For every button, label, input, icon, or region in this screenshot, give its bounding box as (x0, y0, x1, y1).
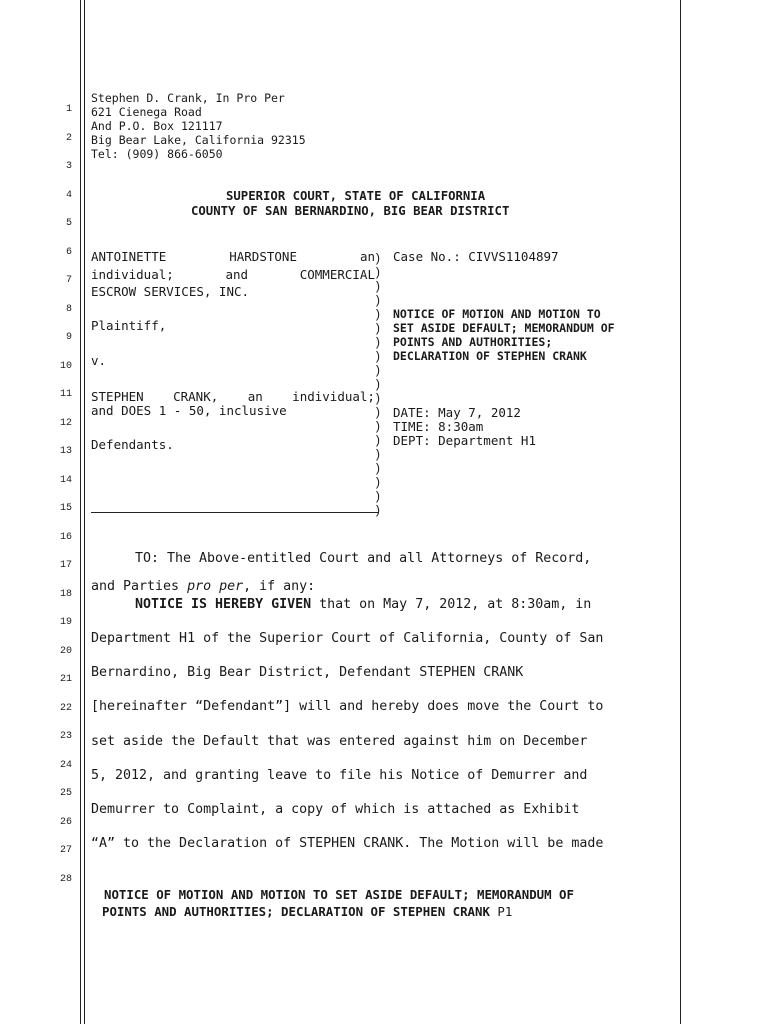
line-number: 8 (65, 304, 72, 315)
to-line: TO: The Above-entitled Court and all Attorneys of Record, (135, 551, 592, 566)
line-number: 27 (59, 845, 72, 856)
caption-underline (91, 512, 379, 513)
paren: ) (374, 350, 382, 364)
paren: ) (374, 294, 382, 308)
document-title-line-4: DECLARATION OF STEPHEN CRANK (393, 349, 587, 363)
paren: ) (374, 392, 382, 406)
attorney-name: Stephen D. Crank, In Pro Per (91, 91, 285, 105)
caption-word: an (359, 249, 375, 264)
plaintiff-line-2 (91, 268, 375, 282)
left-margin-rule-inner (84, 0, 85, 1024)
body-line-6: set aside the Default that was entered against him on December (91, 734, 588, 749)
paren: ) (374, 252, 382, 266)
paren: ) (374, 462, 382, 476)
line-number: 7 (65, 275, 72, 286)
plaintiff-label: Plaintiff, (91, 318, 167, 333)
document-title-line-3: POINTS AND AUTHORITIES; (393, 335, 553, 349)
paren: ) (374, 504, 382, 518)
caption-word: CRANK, (173, 389, 219, 404)
line-number: 17 (59, 560, 72, 571)
paren: ) (374, 378, 382, 392)
line-number: 14 (59, 475, 72, 486)
line-number: 2 (65, 133, 72, 144)
court-title-line-1: SUPERIOR COURT, STATE OF CALIFORNIA (226, 189, 486, 203)
notice-text: that on May 7, 2012, at 8:30am, in (311, 597, 592, 612)
paren: ) (374, 476, 382, 490)
paren: ) (374, 322, 382, 336)
defendants-label: Defendants. (91, 437, 174, 452)
line-number: 21 (59, 674, 72, 685)
paren: ) (374, 434, 382, 448)
body-line-8: Demurrer to Complaint, a copy of which is attached as Exhibit (91, 802, 580, 817)
defendant-line-1 (91, 390, 375, 404)
paren: ) (374, 336, 382, 350)
caption-word: COMMERCIAL (299, 267, 375, 282)
paren: ) (374, 266, 382, 280)
body-line-3: Department H1 of the Superior Court of California, County of San (91, 631, 604, 646)
city-line: Big Bear Lake, California 92315 (91, 133, 306, 147)
paren: ) (374, 420, 382, 434)
footer-line-2 (102, 904, 512, 920)
defendant-line-2: and DOES 1 - 50, inclusive (91, 403, 287, 418)
notice-given-bold: NOTICE IS HEREBY GIVEN (135, 597, 312, 612)
parties-text: and Parties (91, 579, 188, 594)
line-number: 28 (59, 874, 72, 885)
line-number: 6 (65, 247, 72, 258)
line-number: 15 (59, 503, 72, 514)
line-number: 16 (59, 532, 72, 543)
document-title-line-1: NOTICE OF MOTION AND MOTION TO (393, 307, 601, 321)
line-number: 24 (59, 760, 72, 771)
line-number: 11 (59, 389, 72, 400)
caption-word: ANTOINETTE (91, 249, 167, 264)
left-margin-rule-outer (80, 0, 81, 1024)
pro-per-italic: pro per (187, 579, 244, 594)
document-title-line-2: SET ASIDE DEFAULT; MEMORANDUM OF (393, 321, 615, 335)
plaintiff-line-3: ESCROW SERVICES, INC. (91, 284, 250, 299)
line-number: 23 (59, 731, 72, 742)
telephone-line: Tel: (909) 866-6050 (91, 147, 223, 161)
versus-label: v. (91, 353, 107, 368)
line-number: 1 (65, 104, 72, 115)
line-number: 9 (65, 332, 72, 343)
address-line-2: And P.O. Box 121117 (91, 119, 223, 133)
case-number: Case No.: CIVVS1104897 (393, 249, 559, 264)
caption-word: and (225, 267, 249, 282)
footer-title: POINTS AND AUTHORITIES; DECLARATION OF STEPHEN CRANK (102, 904, 490, 919)
line-number: 25 (59, 788, 72, 799)
right-margin-rule (680, 0, 681, 1024)
line-number: 10 (59, 361, 72, 372)
caption-word: HARDSTONE (229, 249, 297, 264)
line-number: 3 (65, 161, 72, 172)
paren: ) (374, 308, 382, 322)
hearing-department: DEPT: Department H1 (393, 433, 536, 448)
footer-line-1: NOTICE OF MOTION AND MOTION TO SET ASIDE DEFAULT; MEMORANDUM OF (104, 887, 574, 902)
parties-text: , if any: (243, 579, 316, 594)
paren: ) (374, 364, 382, 378)
hearing-date: DATE: May 7, 2012 (393, 405, 521, 420)
body-line-7: 5, 2012, and granting leave to file his Notice of Demurrer and (91, 768, 588, 783)
body-line-9: “A” to the Declaration of STEPHEN CRANK. The Motion will be made (91, 836, 604, 851)
caption-word: an (247, 389, 263, 404)
body-line-5: [hereinafter “Defendant”] will and hereby does move the Court to (91, 699, 604, 714)
page-number: P1 (497, 904, 513, 919)
line-number: 22 (59, 703, 72, 714)
parties-line (91, 580, 315, 594)
paren: ) (374, 406, 382, 420)
paren: ) (374, 448, 382, 462)
line-number: 4 (65, 190, 72, 201)
line-number: 13 (59, 446, 72, 457)
line-number: 12 (59, 418, 72, 429)
hearing-time: TIME: 8:30am (393, 419, 484, 434)
line-number: 20 (59, 646, 72, 657)
notice-line (135, 598, 591, 612)
paren: ) (374, 280, 382, 294)
caption-word: individual; (91, 267, 174, 282)
court-title-line-2: COUNTY OF SAN BERNARDINO, BIG BEAR DISTRICT (191, 204, 510, 218)
caption-word: STEPHEN (91, 389, 144, 404)
line-number: 26 (59, 817, 72, 828)
body-line-4: Bernardino, Big Bear District, Defendant STEPHEN CRANK (91, 665, 524, 680)
line-number: 19 (59, 617, 72, 628)
paren: ) (374, 490, 382, 504)
plaintiff-line-1 (91, 250, 375, 264)
line-number: 18 (59, 589, 72, 600)
line-number: 5 (65, 218, 72, 229)
caption-word: individual; (292, 389, 375, 404)
address-line-1: 621 Cienega Road (91, 105, 202, 119)
